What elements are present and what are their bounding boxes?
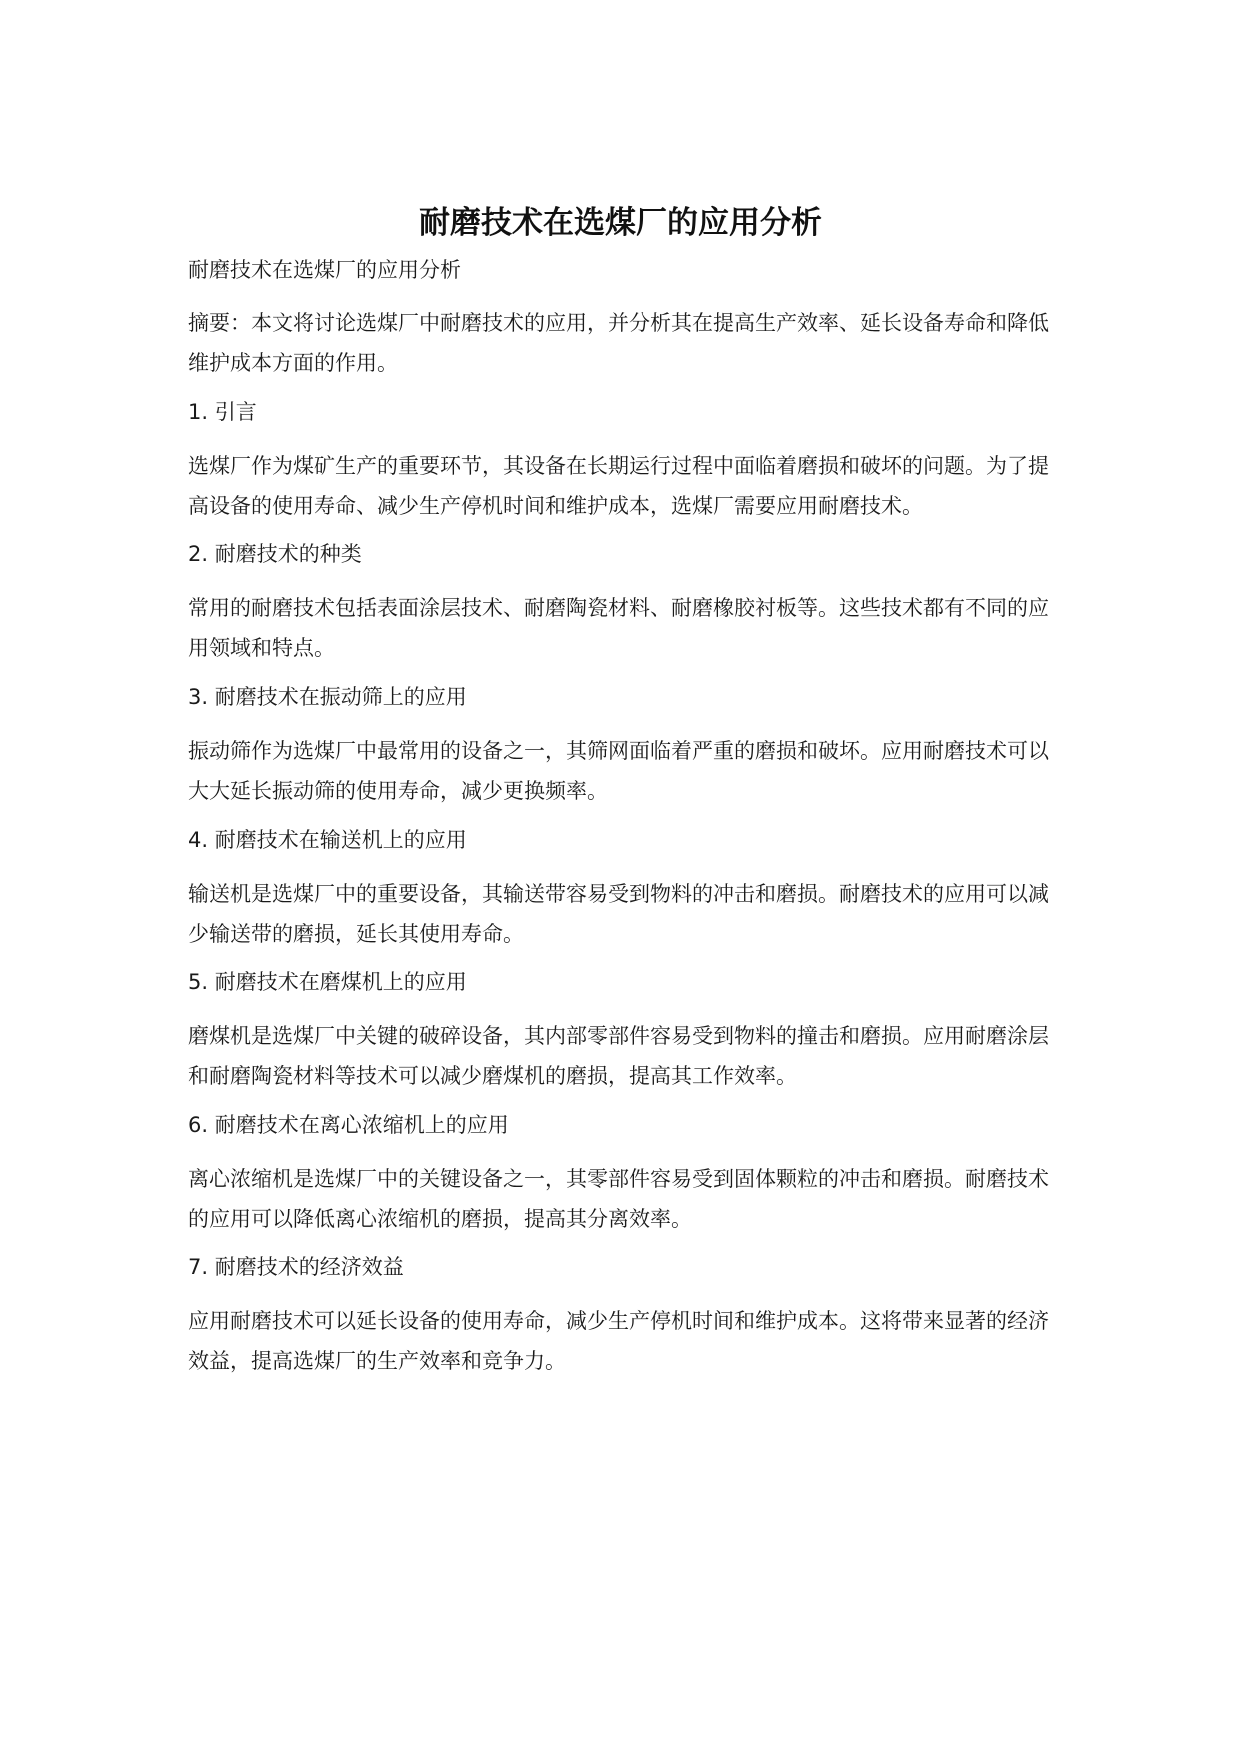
section-body-1: 选煤厂作为煤矿生产的重要环节，其设备在长期运行过程中面临着磨损和破坏的问题。为了提高设备的使用寿命、减少生产停机时间和维护成本，选煤厂需要应用耐磨技术。 (188, 454, 1049, 518)
section-heading-2: 2. 耐磨技术的种类 (188, 542, 362, 566)
section-heading-1: 1. 引言 (188, 400, 257, 424)
section-body-5: 磨煤机是选煤厂中关键的破碎设备，其内部零部件容易受到物料的撞击和磨损。应用耐磨涂层和耐磨陶瓷材料等技术可以减少磨煤机的磨损，提高其工作效率。 (188, 1024, 1049, 1088)
section-body-7: 应用耐磨技术可以延长设备的使用寿命，减少生产停机时间和维护成本。这将带来显著的经济效益，提高选煤厂的生产效率和竞争力。 (188, 1309, 1049, 1373)
section-heading-4: 4. 耐磨技术在输送机上的应用 (188, 828, 467, 852)
document-subtitle: 耐磨技术在选煤厂的应用分析 (188, 258, 461, 282)
section-body-6: 离心浓缩机是选煤厂中的关键设备之一，其零部件容易受到固体颗粒的冲击和磨损。耐磨技术的应用可以降低离心浓缩机的磨损，提高其分离效率。 (188, 1167, 1049, 1231)
section-body-4: 输送机是选煤厂中的重要设备，其输送带容易受到物料的冲击和磨损。耐磨技术的应用可以减少输送带的磨损，延长其使用寿命。 (188, 882, 1049, 946)
section-heading-5: 5. 耐磨技术在磨煤机上的应用 (188, 970, 467, 994)
section-body-3: 振动筛作为选煤厂中最常用的设备之一，其筛网面临着严重的磨损和破坏。应用耐磨技术可以大大延长振动筛的使用寿命，减少更换频率。 (188, 739, 1049, 803)
section-heading-6: 6. 耐磨技术在离心浓缩机上的应用 (188, 1113, 509, 1137)
section-heading-7: 7. 耐磨技术的经济效益 (188, 1255, 404, 1279)
section-body-2: 常用的耐磨技术包括表面涂层技术、耐磨陶瓷材料、耐磨橡胶衬板等。这些技术都有不同的应用领域和特点。 (188, 596, 1049, 660)
abstract-paragraph: 摘要：本文将讨论选煤厂中耐磨技术的应用，并分析其在提高生产效率、延长设备寿命和降低维护成本方面的作用。 (188, 311, 1049, 375)
document-title: 耐磨技术在选煤厂的应用分析 (419, 204, 822, 241)
section-heading-3: 3. 耐磨技术在振动筛上的应用 (188, 685, 467, 709)
